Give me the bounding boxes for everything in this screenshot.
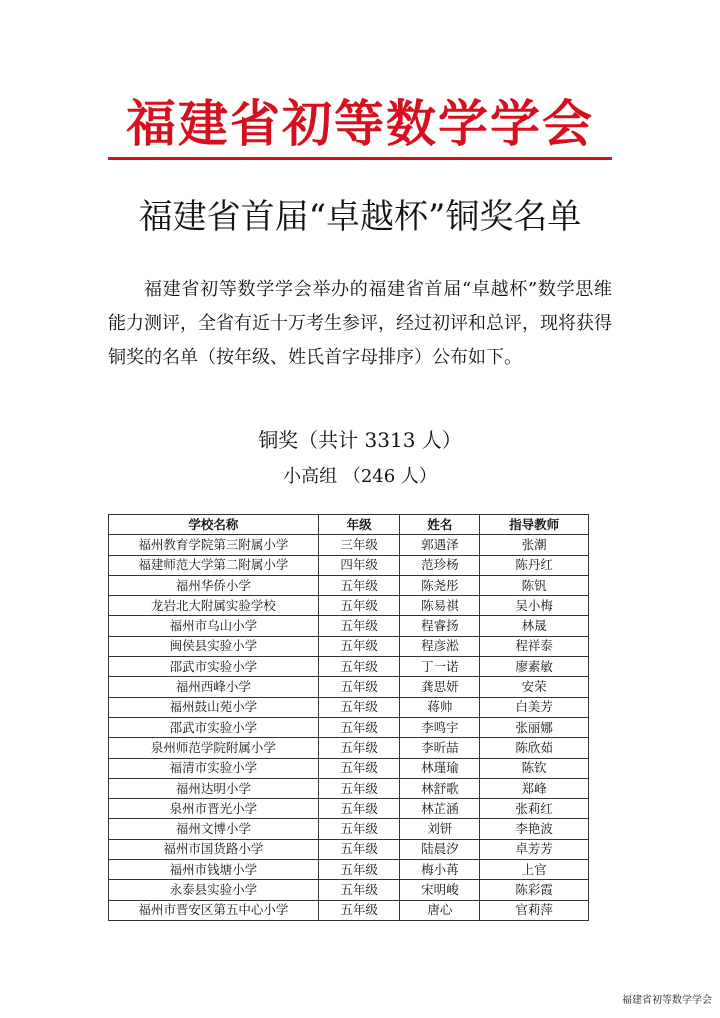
cell-teacher: 吴小梅 xyxy=(480,596,589,616)
cell-school: 福州教育学院第三附属小学 xyxy=(109,535,319,555)
cell-school: 福州市钱塘小学 xyxy=(109,860,319,880)
table-row xyxy=(109,900,589,920)
cell-grade: 五年级 xyxy=(318,575,400,595)
cell-teacher: 陈彩霞 xyxy=(480,880,589,900)
cell-school: 福州鼓山苑小学 xyxy=(109,697,319,717)
header-grade: 年级 xyxy=(318,515,400,535)
table-row xyxy=(109,555,589,575)
cell-school: 福清市实验小学 xyxy=(109,758,319,778)
table-row xyxy=(109,717,589,737)
cell-grade: 五年级 xyxy=(318,596,400,616)
cell-grade: 五年级 xyxy=(318,819,400,839)
cell-school: 福建师范大学第二附属小学 xyxy=(109,555,319,575)
award-table xyxy=(108,514,589,921)
cell-school: 福州西峰小学 xyxy=(109,677,319,697)
cell-teacher: 陈欣茹 xyxy=(480,738,589,758)
cell-student-name: 丁一诺 xyxy=(400,657,480,677)
table-row xyxy=(109,880,589,900)
cell-teacher: 张潮 xyxy=(480,535,589,555)
cell-student-name: 陈易祺 xyxy=(400,596,480,616)
header-name: 姓名 xyxy=(400,515,480,535)
cell-school: 泉州市晋光小学 xyxy=(109,799,319,819)
cell-teacher: 张丽娜 xyxy=(480,717,589,737)
cell-teacher: 林晟 xyxy=(480,616,589,636)
cell-school: 永泰县实验小学 xyxy=(109,880,319,900)
cell-teacher: 陈钦 xyxy=(480,758,589,778)
cell-teacher: 官莉萍 xyxy=(480,900,589,920)
cell-student-name: 唐心 xyxy=(400,900,480,920)
cell-student-name: 程睿扬 xyxy=(400,616,480,636)
cell-student-name: 林芷涵 xyxy=(400,799,480,819)
intro-text: 福建省初等数学学会举办的福建省首届“卓越杯”数学思维能力测评，全省有近十万考生参评，经过初评和总评，现将获得铜奖的名单（按年级、姓氏首字母排序）公布如下。 xyxy=(108,279,612,368)
table-row xyxy=(109,575,589,595)
cell-teacher: 张莉红 xyxy=(480,799,589,819)
cell-student-name: 宋明峻 xyxy=(400,880,480,900)
cell-grade: 五年级 xyxy=(318,799,400,819)
cell-student-name: 刘钘 xyxy=(400,819,480,839)
cell-teacher: 郑峰 xyxy=(480,778,589,798)
cell-grade: 五年级 xyxy=(318,839,400,859)
table-row xyxy=(109,860,589,880)
table-row xyxy=(109,738,589,758)
cell-school: 邵武市实验小学 xyxy=(109,657,319,677)
cell-grade: 五年级 xyxy=(318,778,400,798)
cell-grade: 五年级 xyxy=(318,900,400,920)
table-row xyxy=(109,819,589,839)
table-row xyxy=(109,535,589,555)
cell-student-name: 林舒歌 xyxy=(400,778,480,798)
cell-grade: 五年级 xyxy=(318,677,400,697)
cell-grade: 五年级 xyxy=(318,717,400,737)
table-row xyxy=(109,697,589,717)
cell-teacher: 程祥泰 xyxy=(480,636,589,656)
cell-school: 邵武市实验小学 xyxy=(109,717,319,737)
cell-teacher: 安荣 xyxy=(480,677,589,697)
cell-student-name: 梅小苒 xyxy=(400,860,480,880)
cell-school: 福州市晋安区第五中心小学 xyxy=(109,900,319,920)
cell-grade: 五年级 xyxy=(318,758,400,778)
cell-student-name: 蒋帅 xyxy=(400,697,480,717)
cell-grade: 三年级 xyxy=(318,535,400,555)
footer-org: 福建省初等数学学会 xyxy=(622,995,712,1006)
cell-teacher: 李艳波 xyxy=(480,819,589,839)
cell-grade: 五年级 xyxy=(318,616,400,636)
table-row xyxy=(109,657,589,677)
cell-teacher: 卓芳芳 xyxy=(480,839,589,859)
cell-school: 福州市国货路小学 xyxy=(109,839,319,859)
cell-grade: 五年级 xyxy=(318,860,400,880)
table-header-row xyxy=(109,515,589,535)
cell-student-name: 郭遇泽 xyxy=(400,535,480,555)
cell-grade: 五年级 xyxy=(318,738,400,758)
cell-school: 福州文博小学 xyxy=(109,819,319,839)
table-row xyxy=(109,799,589,819)
table-row xyxy=(109,778,589,798)
award-title: 铜奖（共计 3313 人） xyxy=(258,428,462,452)
org-title: 福建省初等数学学会 xyxy=(126,94,594,153)
cell-teacher: 白美芳 xyxy=(480,697,589,717)
cell-teacher: 陈丹红 xyxy=(480,555,589,575)
table-row xyxy=(109,677,589,697)
table-row xyxy=(109,758,589,778)
cell-student-name: 龚思妍 xyxy=(400,677,480,697)
cell-teacher: 廖素敏 xyxy=(480,657,589,677)
header-divider xyxy=(108,157,612,160)
group-title: 小高组 （246 人） xyxy=(283,466,437,487)
document-title: 福建省首届“卓越杯”铜奖名单 xyxy=(138,197,582,237)
cell-teacher: 上官 xyxy=(480,860,589,880)
cell-student-name: 陆晨汐 xyxy=(400,839,480,859)
cell-grade: 五年级 xyxy=(318,880,400,900)
table-row xyxy=(109,596,589,616)
cell-student-name: 范珍杨 xyxy=(400,555,480,575)
cell-school: 福州华侨小学 xyxy=(109,575,319,595)
cell-school: 泉州师范学院附属小学 xyxy=(109,738,319,758)
cell-school: 闽侯县实验小学 xyxy=(109,636,319,656)
cell-school: 福州达明小学 xyxy=(109,778,319,798)
cell-student-name: 程彦淞 xyxy=(400,636,480,656)
cell-grade: 五年级 xyxy=(318,697,400,717)
cell-student-name: 林瑾瑜 xyxy=(400,758,480,778)
cell-school: 福州市乌山小学 xyxy=(109,616,319,636)
header-teacher: 指导教师 xyxy=(480,515,589,535)
table-row xyxy=(109,839,589,859)
cell-student-name: 李昕喆 xyxy=(400,738,480,758)
header-school: 学校名称 xyxy=(109,515,319,535)
table-row xyxy=(109,616,589,636)
table-row xyxy=(109,636,589,656)
cell-student-name: 李鸣宇 xyxy=(400,717,480,737)
cell-student-name: 陈尧彤 xyxy=(400,575,480,595)
cell-grade: 五年级 xyxy=(318,636,400,656)
cell-school: 龙岩北大附属实验学校 xyxy=(109,596,319,616)
cell-grade: 五年级 xyxy=(318,657,400,677)
intro-paragraph xyxy=(108,273,612,375)
cell-grade: 四年级 xyxy=(318,555,400,575)
table-body xyxy=(109,535,589,921)
cell-teacher: 陈钒 xyxy=(480,575,589,595)
